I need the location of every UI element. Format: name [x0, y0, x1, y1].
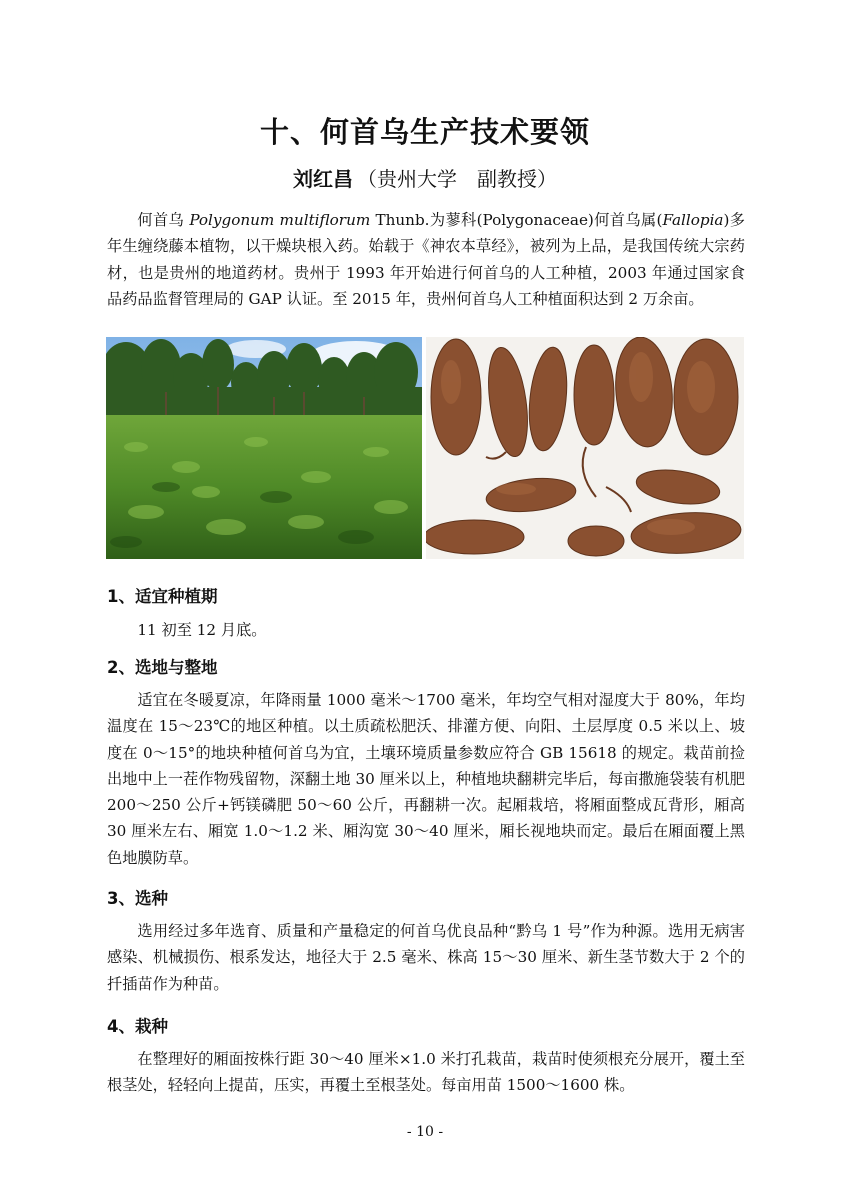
field-photo: [106, 337, 422, 559]
genus-name: Fallopia: [662, 211, 724, 229]
section-heading: 3、选种: [107, 889, 168, 908]
intro-paragraph: 何首乌 Polygonum multiflorum Thunb.为蓼科(Polygonaceae)何首乌属(Fallopia)多年生缠绕藤本植物，以干燥块根入药。始载于《神农本草经》，被列为上品，是我国传统大宗药材，也是贵州的地道药材。贵州于 1993 年开始进行何首乌的人工种植，2003 年通过国家食品药品监督管理局的 GAP 认证。至 2015 年，贵州何首乌人工种植面积达到 2 万余亩。: [107, 211, 745, 308]
author-line: [0, 163, 850, 192]
page-number: - 10 -: [406, 1124, 444, 1140]
section-paragraph: 11 初至 12 月底。: [137, 621, 267, 639]
section-paragraph: 在整理好的厢面按株行距 30～40 厘米×1.0 米打孔栽苗，栽苗时使须根充分展开，覆土至根茎处，轻轻向上提苗，压实，再覆土至根茎处。每亩用苗 1500～1600 株。: [107, 1050, 745, 1095]
section-heading: 2、选地与整地: [107, 658, 218, 677]
latin-name: Polygonum multiflorum: [189, 211, 371, 229]
section-paragraph: 适宜在冬暖夏凉，年降雨量 1000 毫米～1700 毫米，年均空气相对湿度大于 80%，年均温度在 15～23℃的地区种植。以土质疏松肥沃、排灌方便、向阳、土层厚度 0.5 米以上、坡度在 0～15°的地块种植何首乌为宜，土壤环境质量参数应符合 GB 15618 的规定。栽苗前捡出地中上一茬作物残留物，深翻土地 30 厘米以上，种植地块翻耕完毕后，每亩撒施袋装有机肥 200～250 公斤+钙镁磷肥 50～60 公斤，再翻耕一次。起厢栽培，将厢面整成瓦背形，厢高 30 厘米左右、厢宽 1.0～1.2 米、厢沟宽 30～40 厘米，厢长视地块而定。最后在厢面覆上黑色地膜防草。: [107, 691, 745, 867]
tuber-roots-photo: [426, 337, 744, 559]
author-name: 刘红昌: [293, 167, 353, 191]
page-title: 十、何首乌生产技术要领: [259, 115, 590, 149]
author-affiliation: （贵州大学 副教授）: [357, 167, 557, 191]
section-heading: 1、适宜种植期: [107, 587, 218, 606]
section-heading: 4、栽种: [107, 1017, 168, 1036]
section-paragraph: 选用经过多年选育、质量和产量稳定的何首乌优良品种“黔乌 1 号”作为种源。选用无病害感染、机械损伤、根系发达，地径大于 2.5 毫米、株高 15～30 厘米、新生茎节数大于 2 个的扦插苗作为种苗。: [107, 922, 745, 993]
